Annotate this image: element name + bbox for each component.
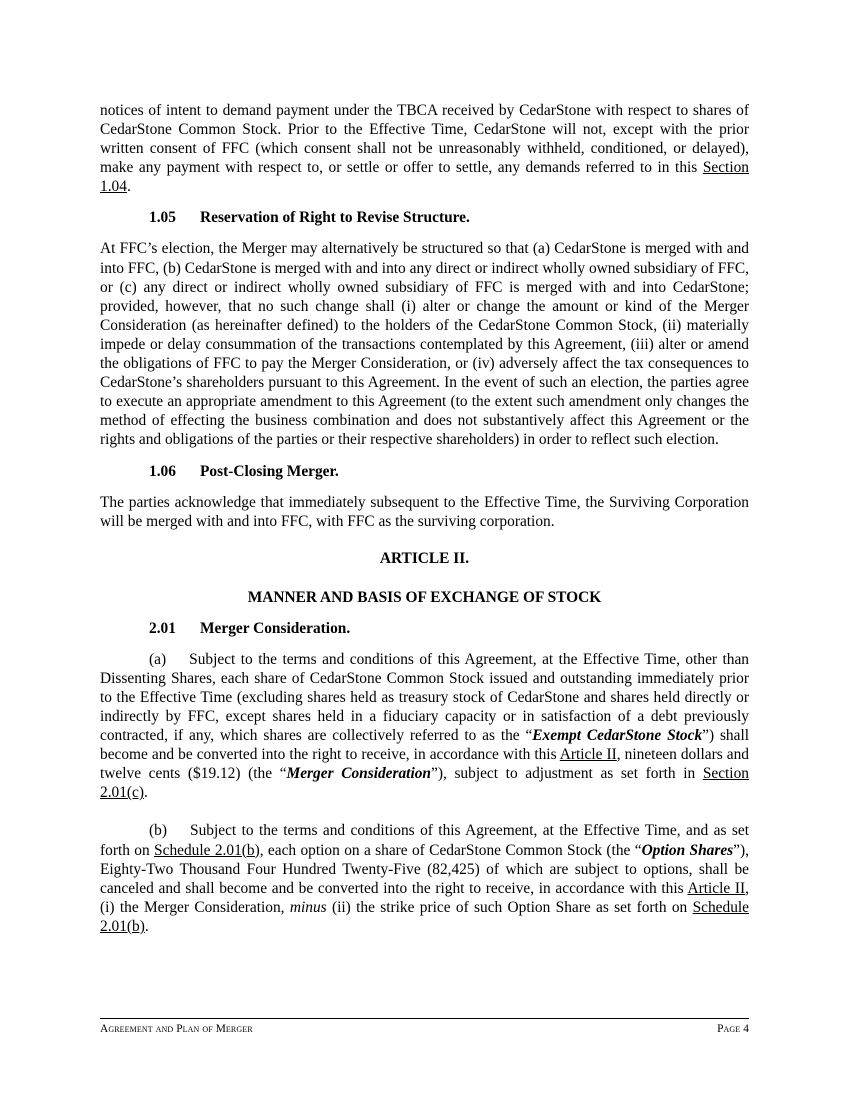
section-title: Merger Consideration.: [200, 619, 351, 637]
article-reference: Article II: [559, 746, 617, 764]
intro-text: notices of intent to demand payment under the TBCA received by CedarStone with respect to shares of CedarStone Common Stock. Prior to the Effective Time, CedarStone will not, except with the prior written consent of FFC (which consent shall not be unreasonably withheld, conditioned, or delayed), make any payment with respect to, or settle or offer to settle, any demands referred to in this: [100, 102, 749, 177]
section-1-05-body: At FFC’s election, the Merger may alternatively be structured so that (a) CedarStone is merged with and into FFC, (b) CedarStone is merged with and into any direct or indirect wholly owned subsidiary of FFC, or (c) any direct or indirect wholly owned subsidiary of FFC is merged with and into CedarStone; provided, however, that no such change shall (i) alter or change the amount or kind of the Merger Consideration (as hereinafter defined) to the holders of the CedarStone Common Stock, (ii) materially impede or delay consummation of the transactions contemplated by this Agreement, (iii) alter or amend the obligations of FFC to pay the Merger Consideration, or (iv) adversely affect the tax consequences to CedarStone’s shareholders pursuant to this Agreement. In the event of such an election, the parties agree to execute an appropriate amendment to this Agreement (to the extent such amendment only changes the method of effecting the business combination and does not substantively affect this Agreement or the rights and obligations of the parties or their respective shareholders) in order to reflect such election.: [100, 240, 749, 449]
section-1-05-heading: [100, 208, 749, 227]
text: (b) Subject to the terms and conditions of this Agreement, at the Effective Time, and as set forth on: [100, 822, 749, 859]
defined-term: Merger Consideration: [286, 765, 431, 783]
text: , (i) the Merger Consideration,: [100, 879, 750, 916]
section-1-06-heading: [100, 462, 749, 481]
paragraph-a: [100, 650, 749, 803]
section-reference: Section 1.04: [100, 159, 749, 196]
section-2-01-heading: [100, 619, 749, 638]
text: (ii) the strike price of such Option Share as set forth on: [326, 898, 693, 916]
footer-document-title: Agreement and Plan of Merger: [100, 1023, 253, 1035]
text: , each option on a share of CedarStone Common Stock (the “: [259, 841, 642, 859]
text: ”), subject to adjustment as set forth in: [431, 765, 703, 783]
article-label: ARTICLE II.: [379, 549, 470, 567]
text: .: [144, 784, 148, 802]
intro-paragraph: [100, 101, 749, 196]
document-page: [100, 101, 749, 936]
paragraph-b: [100, 821, 749, 936]
intro-text-end: .: [126, 178, 131, 196]
section-reference: Section 2.01(c): [100, 765, 749, 802]
article-reference: Article II: [687, 879, 746, 897]
section-1-06-body: The parties acknowledge that immediately subsequent to the Effective Time, the Surviving Corporation will be merged with and into FFC, with FFC as the surviving corporation.: [100, 493, 749, 530]
footer-page-number: Page 4: [717, 1023, 749, 1035]
article-title: MANNER AND BASIS OF EXCHANGE OF STOCK: [247, 588, 602, 606]
text: .: [144, 917, 149, 935]
text: ”) shall become and be converted into the right to receive, in accordance with this: [100, 727, 750, 764]
text: (a) Subject to the terms and conditions of this Agreement, at the Effective Time, other than Dissenting Shares, each share of CedarStone Common Stock issued and outstanding immediately prior to the Effective Time (excluding shares held as treasury stock of CedarStone and shares held directly or indirectly by FFC, except shares held in a fiduciary capacity or in satisfaction of a debt previously contracted, if any, which shares are collectively referred to as the “: [100, 650, 749, 745]
text: , nineteen dollars and twelve cents ($19.12) (the “: [100, 746, 750, 783]
section-number: 1.05: [149, 209, 176, 227]
schedule-reference: Schedule 2.01(b): [100, 898, 749, 935]
page-footer: [100, 1023, 749, 1035]
defined-term: Exempt CedarStone Stock: [532, 727, 703, 745]
text: ”), Eighty-Two Thousand Four Hundred Twenty-Five (82,425) of which are subject to options, shall be canceled and shall become and be converted into the right to receive, in accordance with this: [100, 841, 749, 897]
section-number: 1.06: [149, 462, 176, 480]
schedule-reference: Schedule 2.01(b): [154, 841, 260, 859]
section-title: Reservation of Right to Revise Structure.: [200, 209, 470, 227]
footer-rule: [100, 1018, 749, 1019]
emphasis: minus: [289, 898, 327, 916]
section-title: Post-Closing Merger.: [200, 462, 339, 480]
section-number: 2.01: [149, 619, 176, 637]
defined-term: Option Shares: [641, 841, 734, 859]
